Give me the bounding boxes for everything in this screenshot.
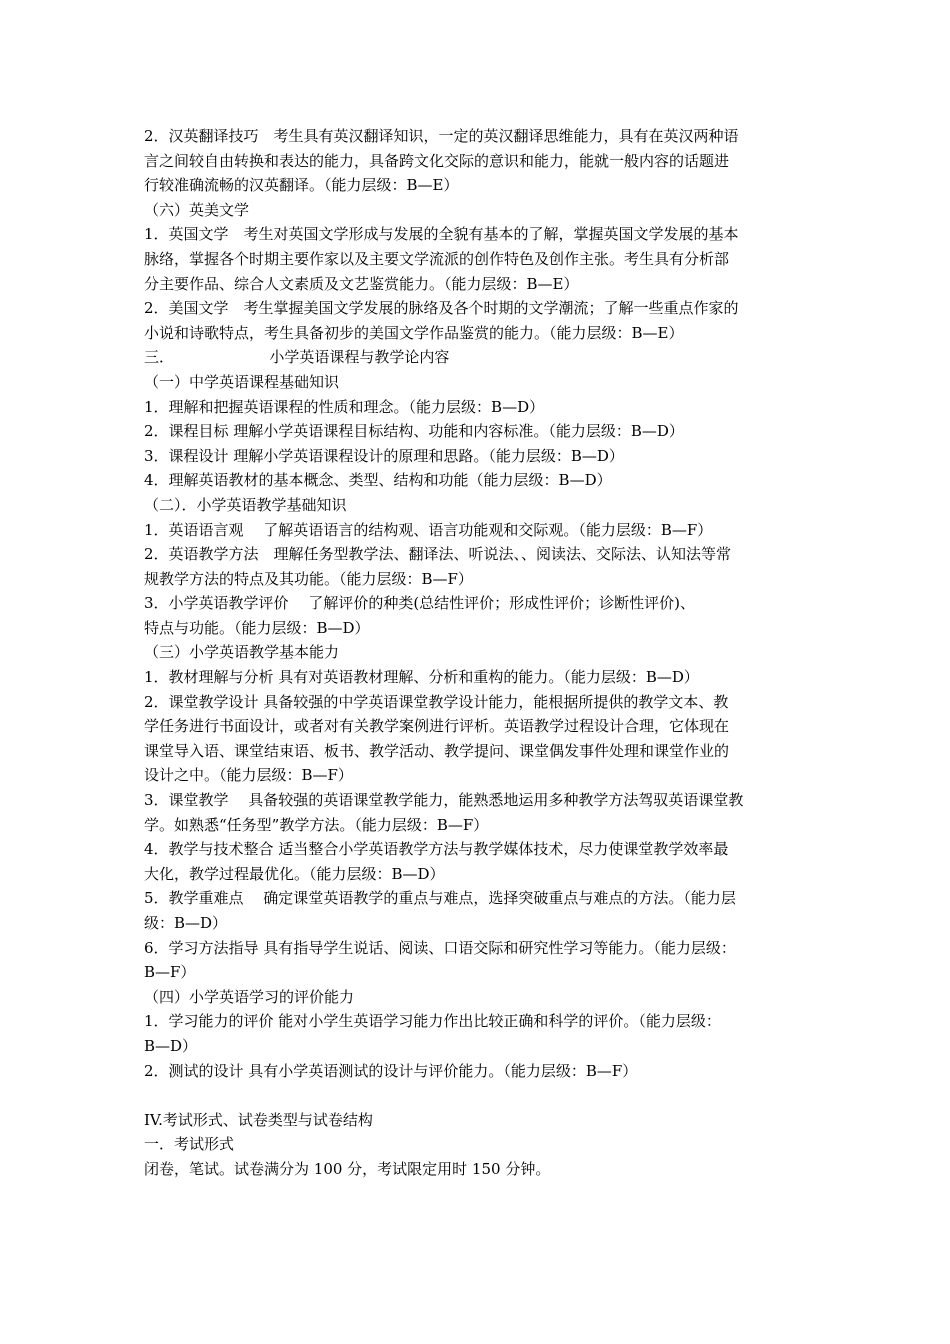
- paragraph-line: 3．课堂教学 具备较强的英语课堂教学能力，能熟悉地运用多种教学方法驾驭英语课堂教: [144, 791, 744, 810]
- section-heading: （三）小学英语教学基本能力: [144, 643, 340, 662]
- paragraph-line: 4．教学与技术整合 适当整合小学英语教学方法与教学媒体技术，尽力使课堂教学效率最: [144, 840, 729, 859]
- chapter-heading: IV.考试形式、试卷类型与试卷结构: [144, 1110, 373, 1129]
- paragraph-line: 1．英国文学 考生对英国文学形成与发展的全貌有基本的了解，掌握英国文学发展的基本: [144, 225, 739, 244]
- paragraph-line: 学。如熟悉“任务型”教学方法。（能力层级：B—F）: [144, 815, 489, 834]
- paragraph-line: 2．美国文学 考生掌握美国文学发展的脉络及各个时期的文学潮流；了解一些重点作家的: [144, 299, 739, 318]
- paragraph-line: 脉络，掌握各个时期主要作家以及主要文学流派的创作特色及创作主张。考生具有分析部: [144, 249, 730, 268]
- paragraph-line: 特点与功能。（能力层级：B—D）: [144, 618, 370, 637]
- section-heading: 一．考试形式: [144, 1135, 235, 1154]
- chapter-heading: 三． 小学英语课程与教学论内容: [144, 348, 450, 367]
- paragraph-line: 2．测试的设计 具有小学英语测试的设计与评价能力。（能力层级：B—F）: [144, 1061, 638, 1080]
- paragraph-line: B—F）: [144, 963, 196, 982]
- blank-line: [144, 1083, 814, 1108]
- paragraph-line: 1．教材理解与分析 具有对英语教材理解、分析和重构的能力。（能力层级：B—D）: [144, 668, 699, 687]
- paragraph-line: 大化，教学过程最优化。（能力层级：B—D）: [144, 864, 445, 883]
- section-heading: （一）中学英语课程基础知识: [144, 372, 340, 391]
- paragraph-line: 1．理解和把握英语课程的性质和理念。（能力层级：B—D）: [144, 397, 545, 416]
- paragraph-line: 学任务进行书面设计，或者对有关教学案例进行评析。英语教学过程设计合理，它体现在: [144, 717, 730, 736]
- section-heading: （四）小学英语学习的评价能力: [144, 987, 355, 1006]
- section-heading: （六）英美文学: [144, 200, 250, 219]
- paragraph-line: B—D）: [144, 1036, 198, 1055]
- paragraph-line: 1．学习能力的评价 能对小学生英语学习能力作出比较正确和科学的评价。（能力层级：: [144, 1012, 721, 1031]
- paragraph-line: 言之间较自由转换和表达的能力，具备跨文化交际的意识和能力，能就一般内容的话题进: [144, 151, 730, 170]
- paragraph-line: 小说和诗歌特点，考生具备初步的美国文学作品鉴赏的能力。（能力层级：B—E）: [144, 323, 684, 342]
- paragraph-line: 2．课程目标 理解小学英语课程目标结构、功能和内容标准。（能力层级：B—D）: [144, 422, 684, 441]
- paragraph-line: 1．英语语言观 了解英语语言的结构观、语言功能观和交际观。（能力层级：B—F）: [144, 520, 713, 539]
- section-heading: （二）．小学英语教学基础知识: [144, 495, 347, 514]
- paragraph-line: 设计之中。（能力层级：B—F）: [144, 766, 353, 785]
- paragraph-line: 行较准确流畅的汉英翻译。（能力层级：B—E）: [144, 176, 459, 195]
- paragraph-line: 2．课堂教学设计 具备较强的中学英语课堂教学设计能力，能根据所提供的教学文本、教: [144, 692, 729, 711]
- paragraph-line: 2．英语教学方法 理解任务型教学法、翻译法、听说法、、阅读法、交际法、认知法等常: [144, 545, 732, 564]
- paragraph-line: 级：B—D）: [144, 914, 228, 932]
- paragraph-line: 课堂导入语、课堂结束语、板书、教学活动、教学提问、课堂偶发事件处理和课堂作业的: [144, 741, 730, 760]
- paragraph-line: 3．小学英语教学评价 了解评价的种类(总结性评价；形成性评价；诊断性评价)、: [144, 594, 696, 613]
- paragraph-line: 2．汉英翻译技巧 考生具有英汉翻译知识，一定的英汉翻译思维能力，具有在英汉两种语: [144, 127, 739, 145]
- paragraph-line: 5．教学重难点 确定课堂英语教学的重点与难点，选择突破重点与难点的方法。（能力层: [144, 889, 736, 908]
- paragraph-line: 闭卷，笔试。试卷满分为 100 分，考试限定用时 150 分钟。: [144, 1159, 551, 1178]
- paragraph-line: 6．学习方法指导 具有指导学生说话、阅读、口语交际和研究性学习等能力。（能力层级：: [144, 938, 736, 957]
- paragraph-line: 分主要作品、综合人文素质及文艺鉴赏能力。（能力层级：B—E）: [144, 274, 579, 293]
- paragraph-line: 3．课程设计 理解小学英语课程设计的原理和思路。（能力层级：B—D）: [144, 446, 624, 465]
- document-page: [144, 124, 814, 1182]
- paragraph-line: 规教学方法的特点及其功能。（能力层级：B—F）: [144, 569, 473, 588]
- paragraph-line: 4．理解英语教材的基本概念、类型、结构和功能（能力层级：B—D）: [144, 471, 612, 490]
